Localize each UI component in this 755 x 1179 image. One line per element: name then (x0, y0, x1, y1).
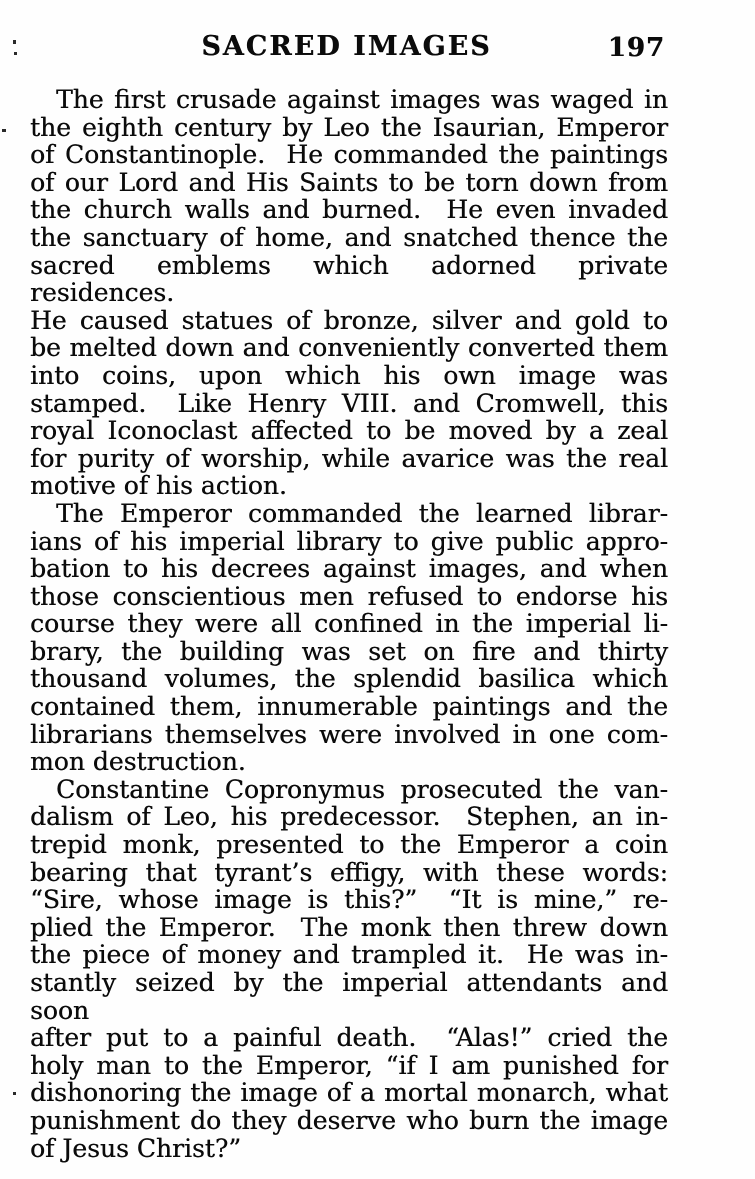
text-line: mon destruction. (30, 747, 246, 777)
page-text (30, 85, 676, 1163)
text-line: Constantine Copronymus prosecuted the van- (56, 774, 668, 804)
text-line: be melted down and conveniently converted them (30, 333, 668, 363)
text-line: contained them, innumerable paintings and the (30, 692, 668, 722)
text-line: the sanctuary of home, and snatched thence the (30, 222, 668, 252)
scan-artifact (13, 1092, 16, 1095)
text-line: trepid monk, presented to the Emperor a coin (30, 830, 668, 860)
scan-artifact (2, 129, 6, 132)
text-line: bearing that tyrant’s effigy, with these words: (30, 857, 668, 887)
text-line: plied the Emperor. The monk then threw down (30, 912, 668, 942)
text-line: The Emperor commanded the learned librar- (56, 498, 668, 528)
text-line: ians of his imperial library to give public appro- (30, 526, 668, 556)
text-line: of our Lord and His Saints to be torn down from (30, 167, 668, 197)
scan-artifact (13, 40, 16, 44)
text-line: sacred emblems which adorned private residences. (30, 250, 676, 308)
text-line: for purity of worship, while avarice was the real (30, 443, 668, 473)
text-line: dishonoring the image of a mortal monarch, what (30, 1078, 668, 1108)
text-line: the eighth century by Leo the Isaurian, Emperor (30, 112, 668, 142)
text-line: brary, the building was set on fire and thirty (30, 636, 668, 666)
text-line: He caused statues of bronze, silver and gold to (30, 305, 668, 335)
page-header (0, 31, 755, 65)
text-line: after put to a painful death. “Alas!” cried the (30, 1023, 668, 1053)
text-line: punishment do they deserve who burn the image (30, 1105, 668, 1135)
text-line: course they were all confined in the imperial li- (30, 609, 668, 639)
text-line: motive of his action. (30, 471, 287, 501)
text-line: librarians themselves were involved in one com- (30, 719, 668, 749)
text-line: royal Iconoclast affected to be moved by a zeal (30, 416, 668, 446)
page-number: 197 (607, 33, 665, 63)
text-line: of Constantinople. He commanded the paintings (30, 140, 668, 170)
text-line: of Jesus Christ?” (30, 1133, 242, 1163)
text-line: bation to his decrees against images, and when (30, 554, 668, 584)
text-line: stantly seized by the imperial attendants and soon (30, 968, 676, 1025)
text-line: The first crusade against images was waged in (56, 85, 668, 114)
text-line: the piece of money and trampled it. He was in- (30, 940, 668, 970)
text-line: holy man to the Emperor, “if I am punished for (30, 1050, 668, 1080)
scan-artifact (14, 52, 17, 55)
text-line: “Sire, whose image is this?” “It is mine,” re- (30, 885, 668, 915)
text-line: dalism of Leo, his predecessor. Stephen, an in- (30, 802, 668, 832)
text-line: thousand volumes, the splendid basilica which (30, 664, 668, 694)
text-line: the church walls and burned. He even invaded (30, 195, 668, 225)
text-line: stamped. Like Henry VIII. and Cromwell, this (30, 388, 668, 418)
running-head-title: SACRED IMAGES (201, 31, 492, 62)
text-line: those conscientious men refused to endorse his (30, 581, 668, 611)
text-line: into coins, upon which his own image was (30, 360, 668, 390)
